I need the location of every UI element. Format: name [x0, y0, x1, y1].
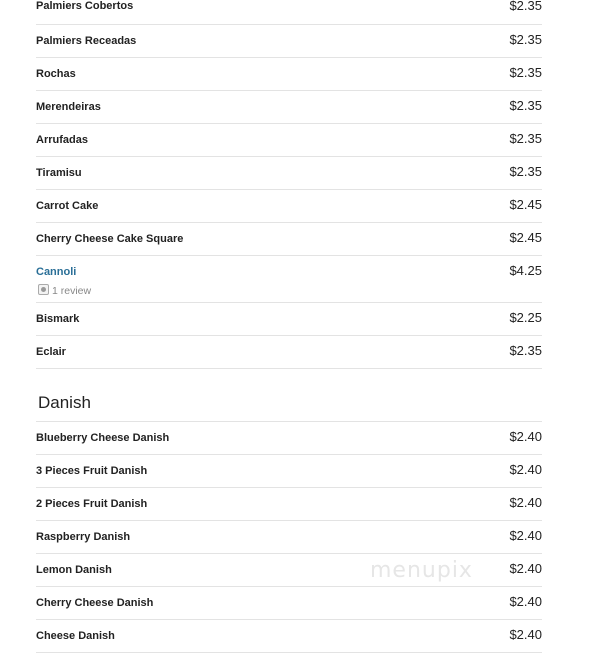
item-price: $2.40: [509, 561, 542, 576]
menu-item: [36, 303, 542, 336]
item-name: Arrufadas: [36, 134, 88, 146]
section-title-danish: Danish: [38, 393, 91, 412]
menu-item: [36, 455, 542, 488]
item-name: Cherry Cheese Danish: [36, 597, 154, 609]
item-price: $2.35: [509, 164, 542, 179]
item-price: $2.35: [509, 98, 542, 113]
item-name: Bismark: [36, 313, 80, 325]
menu-item: [36, 124, 542, 157]
menu-item: [36, 190, 542, 223]
review-icon: [38, 284, 49, 295]
item-name: Tiramisu: [36, 167, 82, 179]
menu-item: [36, 256, 542, 303]
item-price: $4.25: [509, 263, 542, 278]
menu-item: [36, 91, 542, 124]
item-name: Rochas: [36, 68, 76, 80]
item-name: Cheese Danish: [36, 630, 115, 642]
item-price: $2.40: [509, 495, 542, 510]
item-name: 3 Pieces Fruit Danish: [36, 465, 148, 477]
menu-item: [36, 521, 542, 554]
item-price: $2.45: [509, 230, 542, 245]
menu-item: [36, 336, 542, 369]
menu-item: [36, 58, 542, 91]
item-name: Blueberry Cheese Danish: [36, 432, 170, 444]
menu-item: [36, 620, 542, 653]
menu-item: [36, 223, 542, 256]
item-name: Palmiers Receadas: [36, 35, 137, 47]
menu-item: [36, 157, 542, 190]
item-price: $2.40: [509, 429, 542, 444]
review-link[interactable]: [38, 284, 91, 297]
menu-item: [36, 587, 542, 620]
watermark-logo: menupix: [370, 558, 473, 583]
item-name-link[interactable]: Cannoli: [36, 266, 77, 278]
item-price: $2.40: [509, 462, 542, 477]
item-name: Eclair: [36, 346, 66, 358]
item-name: Carrot Cake: [36, 200, 99, 212]
item-price: $2.40: [509, 627, 542, 642]
menu-item: [36, 422, 542, 455]
item-price: $2.35: [509, 343, 542, 358]
item-price: $2.40: [509, 528, 542, 543]
item-price: $2.35: [509, 65, 542, 80]
menu-item: [36, 25, 542, 58]
item-price: $2.40: [509, 594, 542, 609]
menu-item: [36, 488, 542, 521]
item-price: $2.35: [509, 0, 542, 13]
section-heading: [36, 379, 542, 422]
menu-item: [36, 0, 542, 25]
item-name: Cherry Cheese Cake Square: [36, 233, 184, 245]
item-name: Raspberry Danish: [36, 531, 131, 543]
item-price: $2.35: [509, 32, 542, 47]
item-name: Merendeiras: [36, 101, 101, 113]
item-name: Lemon Danish: [36, 564, 112, 576]
item-price: $2.45: [509, 197, 542, 212]
item-price: $2.25: [509, 310, 542, 325]
menu-list: [36, 0, 542, 653]
item-name: Palmiers Cobertos: [36, 0, 134, 12]
item-name: 2 Pieces Fruit Danish: [36, 498, 148, 510]
review-count: 1 review: [52, 285, 92, 297]
item-price: $2.35: [509, 131, 542, 146]
